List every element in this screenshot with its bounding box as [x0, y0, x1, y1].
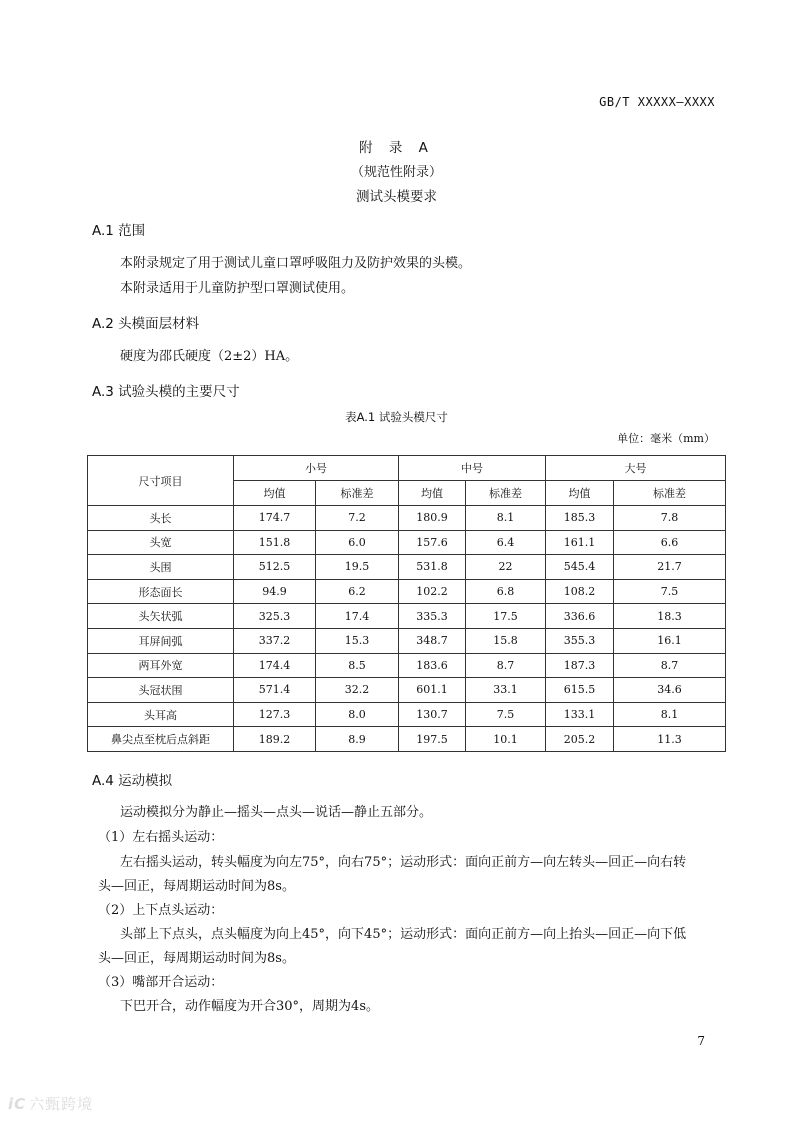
row-label-cell: 头围 — [88, 555, 234, 580]
value-cell: 187.3 — [546, 653, 614, 678]
value-cell: 8.1 — [466, 506, 546, 531]
row-label-cell: 头长 — [88, 506, 234, 531]
subheader-sd: 标准差 — [614, 481, 726, 506]
value-cell: 185.3 — [546, 506, 614, 531]
value-cell: 22 — [466, 555, 546, 580]
head-dimension-table — [87, 455, 726, 752]
subheader-sd: 标准差 — [466, 481, 546, 506]
row-label-cell: 耳屏间弧 — [88, 628, 234, 653]
col-header-medium: 中号 — [399, 456, 546, 481]
value-cell: 337.2 — [234, 628, 316, 653]
section-a1-para-2: 本附录适用于儿童防护型口罩测试使用。 — [120, 281, 355, 296]
value-cell: 348.7 — [399, 628, 466, 653]
value-cell: 32.2 — [316, 678, 399, 703]
value-cell: 325.3 — [234, 604, 316, 629]
value-cell: 601.1 — [399, 678, 466, 703]
row-label-cell: 头宽 — [88, 530, 234, 555]
value-cell: 531.8 — [399, 555, 466, 580]
table-row — [88, 678, 726, 703]
row-label-cell: 头耳高 — [88, 702, 234, 727]
value-cell: 102.2 — [399, 579, 466, 604]
value-cell: 205.2 — [546, 727, 614, 752]
col-header-item: 尺寸项目 — [88, 456, 234, 506]
appendix-type: （规范性附录） — [350, 165, 442, 180]
value-cell: 8.7 — [614, 653, 726, 678]
value-cell: 8.5 — [316, 653, 399, 678]
value-cell: 10.1 — [466, 727, 546, 752]
value-cell: 197.5 — [399, 727, 466, 752]
section-a2-heading: A.2 头模面层材料 — [92, 316, 200, 332]
value-cell: 571.4 — [234, 678, 316, 703]
value-cell: 6.8 — [466, 579, 546, 604]
item3-line1: 下巴开合，动作幅度为开合30°，周期为4s。 — [120, 999, 379, 1014]
section-a1-heading: A.1 范围 — [92, 223, 146, 239]
value-cell: 94.9 — [234, 579, 316, 604]
document-code: GB/T XXXXX—XXXX — [599, 95, 715, 109]
value-cell: 8.0 — [316, 702, 399, 727]
value-cell: 15.8 — [466, 628, 546, 653]
value-cell: 161.1 — [546, 530, 614, 555]
item1-line1: 左右摇头运动，转头幅度为向左75°，向右75°；运动形式：面向正前方—向左转头—回正—向右转 — [120, 855, 687, 870]
value-cell: 11.3 — [614, 727, 726, 752]
subheader-mean: 均值 — [234, 481, 316, 506]
value-cell: 34.6 — [614, 678, 726, 703]
value-cell: 151.8 — [234, 530, 316, 555]
table-row — [88, 604, 726, 629]
row-label-cell: 头冠状围 — [88, 678, 234, 703]
value-cell: 174.7 — [234, 506, 316, 531]
table-row — [88, 628, 726, 653]
table-unit: 单位：毫米（mm） — [617, 432, 715, 445]
table-row — [88, 653, 726, 678]
section-a4-intro: 运动模拟分为静止—摇头—点头—说话—静止五部分。 — [120, 805, 433, 820]
value-cell: 108.2 — [546, 579, 614, 604]
item2-line2: 头—回正，每周期运动时间为8s。 — [98, 951, 295, 966]
value-cell: 183.6 — [399, 653, 466, 678]
value-cell: 16.1 — [614, 628, 726, 653]
value-cell: 512.5 — [234, 555, 316, 580]
value-cell: 335.3 — [399, 604, 466, 629]
value-cell: 615.5 — [546, 678, 614, 703]
value-cell: 157.6 — [399, 530, 466, 555]
value-cell: 545.4 — [546, 555, 614, 580]
item3-title: （3）嘴部开合运动： — [98, 975, 224, 990]
value-cell: 6.0 — [316, 530, 399, 555]
row-label-cell: 形态面长 — [88, 579, 234, 604]
row-label-cell: 两耳外宽 — [88, 653, 234, 678]
value-cell: 355.3 — [546, 628, 614, 653]
table-row — [88, 506, 726, 531]
item2-line1: 头部上下点头，点头幅度为向上45°，向下45°；运动形式：面向正前方—向上抬头—回正—向下低 — [120, 927, 687, 942]
row-label-cell: 鼻尖点至枕后点斜距 — [88, 727, 234, 752]
appendix-title: 附 录 A — [359, 140, 434, 156]
col-header-large: 大号 — [546, 456, 726, 481]
value-cell: 7.5 — [614, 579, 726, 604]
value-cell: 7.2 — [316, 506, 399, 531]
value-cell: 6.2 — [316, 579, 399, 604]
value-cell: 17.5 — [466, 604, 546, 629]
subheader-mean: 均值 — [399, 481, 466, 506]
watermark-logo-icon: iC — [8, 1095, 27, 1113]
value-cell: 7.5 — [466, 702, 546, 727]
value-cell: 21.7 — [614, 555, 726, 580]
section-a4-heading: A.4 运动模拟 — [92, 773, 173, 789]
value-cell: 15.3 — [316, 628, 399, 653]
section-a2-para-1: 硬度为邵氏硬度（2±2）HA。 — [120, 349, 299, 364]
item2-title: （2）上下点头运动： — [98, 903, 224, 918]
watermark-text: 六甄跨境 — [29, 1095, 94, 1113]
value-cell: 6.4 — [466, 530, 546, 555]
value-cell: 8.1 — [614, 702, 726, 727]
value-cell: 17.4 — [316, 604, 399, 629]
subheader-mean: 均值 — [546, 481, 614, 506]
value-cell: 133.1 — [546, 702, 614, 727]
col-header-small: 小号 — [234, 456, 399, 481]
value-cell: 33.1 — [466, 678, 546, 703]
value-cell: 130.7 — [399, 702, 466, 727]
table-body — [88, 506, 726, 752]
section-a3-heading: A.3 试验头模的主要尺寸 — [92, 384, 240, 400]
value-cell: 6.6 — [614, 530, 726, 555]
value-cell: 8.7 — [466, 653, 546, 678]
value-cell: 18.3 — [614, 604, 726, 629]
row-label-cell: 头矢状弧 — [88, 604, 234, 629]
section-a1-para-1: 本附录规定了用于测试儿童口罩呼吸阻力及防护效果的头模。 — [120, 256, 472, 271]
value-cell: 174.4 — [234, 653, 316, 678]
table-row — [88, 579, 726, 604]
item1-line2: 头—回正，每周期运动时间为8s。 — [98, 879, 295, 894]
value-cell: 189.2 — [234, 727, 316, 752]
table-row — [88, 530, 726, 555]
value-cell: 336.6 — [546, 604, 614, 629]
table-row — [88, 702, 726, 727]
page-number: 7 — [697, 1034, 705, 1048]
table-caption: 表A.1 试验头模尺寸 — [345, 410, 448, 424]
table-row — [88, 727, 726, 752]
value-cell: 7.8 — [614, 506, 726, 531]
item1-title: （1）左右摇头运动： — [98, 830, 224, 845]
value-cell: 19.5 — [316, 555, 399, 580]
value-cell: 127.3 — [234, 702, 316, 727]
watermark — [8, 1093, 93, 1114]
appendix-name: 测试头模要求 — [356, 189, 437, 205]
value-cell: 8.9 — [316, 727, 399, 752]
table-row — [88, 555, 726, 580]
value-cell: 180.9 — [399, 506, 466, 531]
subheader-sd: 标准差 — [316, 481, 399, 506]
